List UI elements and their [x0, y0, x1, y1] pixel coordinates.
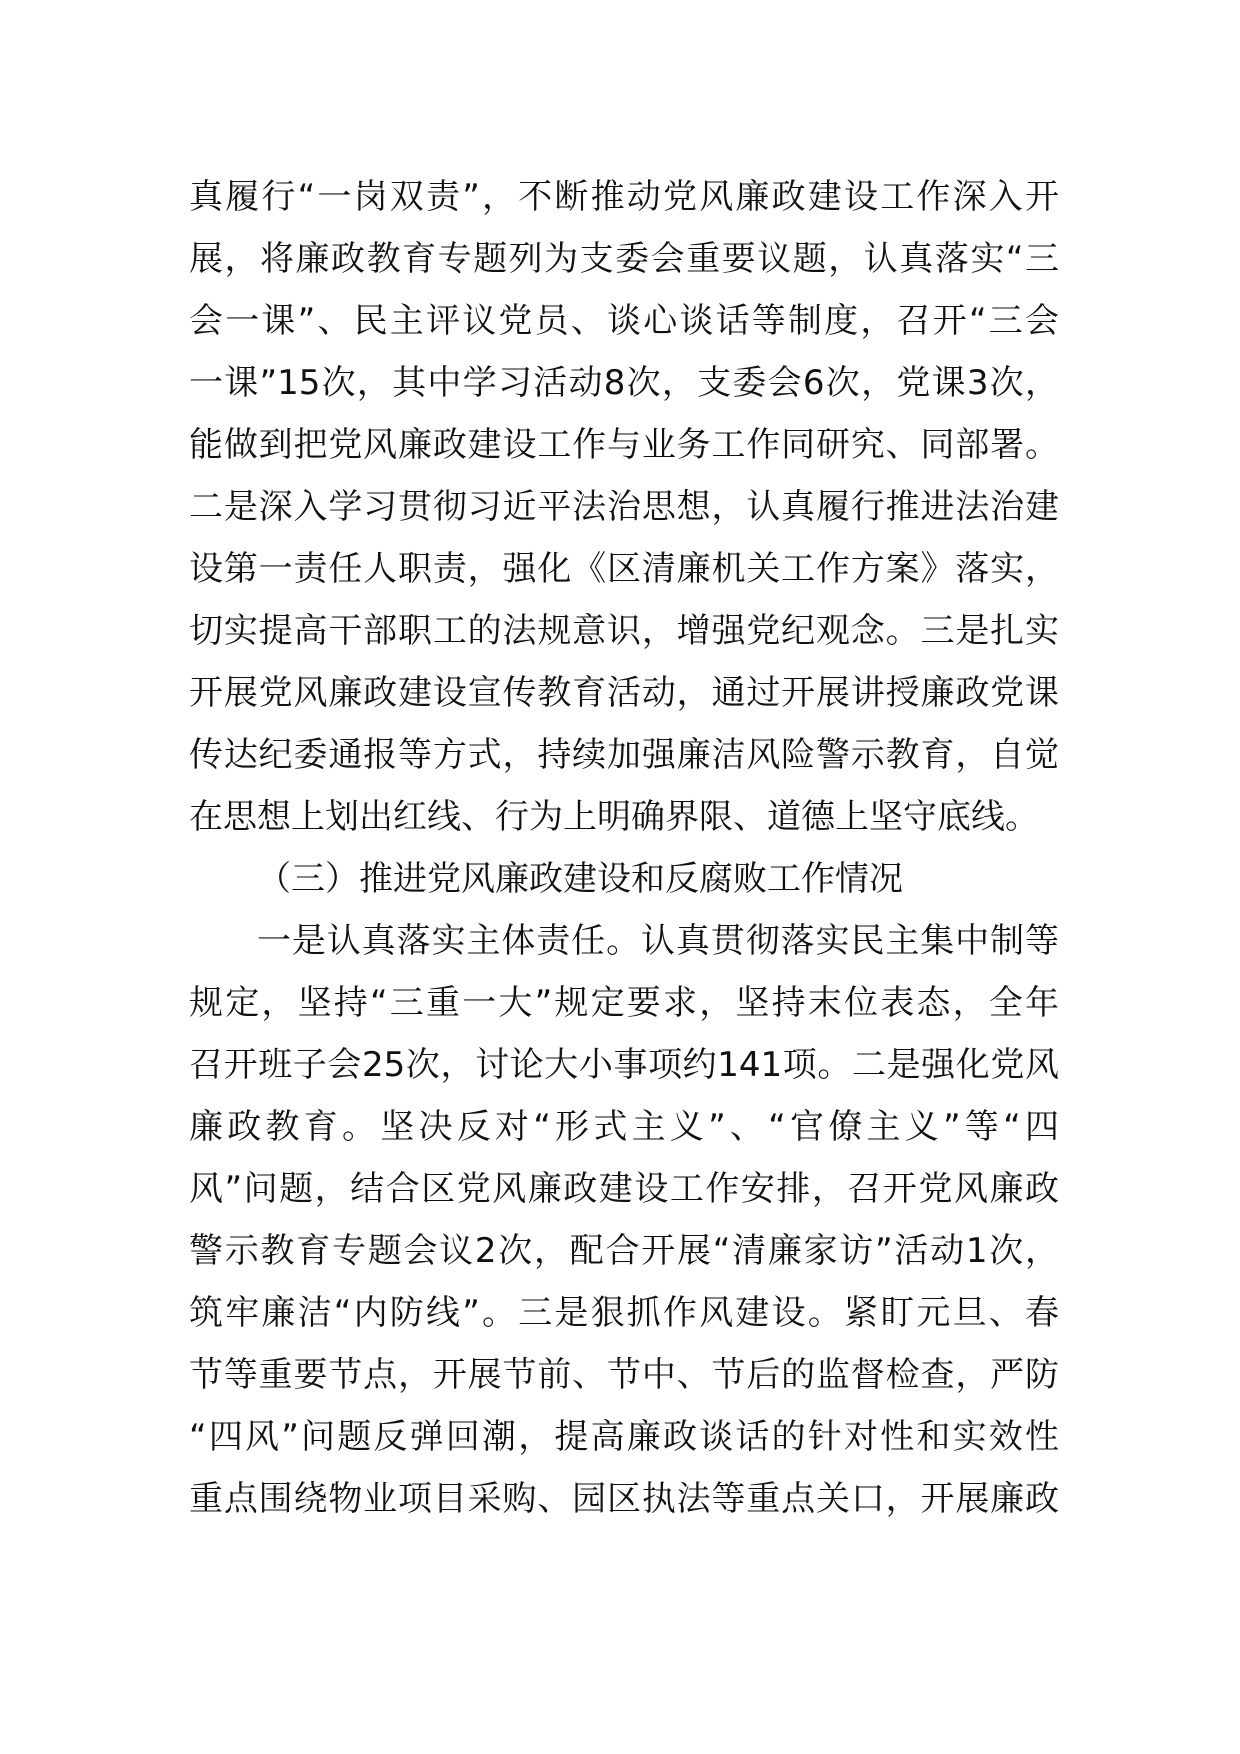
paragraph-line: 警示教育专题会议2次，配合开展“清廉家访”活动1次，	[189, 1231, 1059, 1271]
paragraph-line: 廉政教育。坚决反对“形式主义”、“官僚主义”等“四	[189, 1107, 1059, 1147]
paragraph-line: 切实提高干部职工的法规意识，增强党纪观念。三是扎实	[189, 611, 1059, 651]
paragraph-line: 开展党风廉政建设宣传教育活动，通过开展讲授廉政党课	[189, 673, 1059, 713]
paragraph-line-first: 一是认真落实主体责任。认真贯彻落实民主集中制等	[257, 921, 1059, 961]
paragraph-line: 设第一责任人职责，强化《区清廉机关工作方案》落实，	[189, 549, 1059, 589]
paragraph-line: 一课”15次，其中学习活动8次，支委会6次，党课3次，	[189, 363, 1059, 403]
paragraph-line: 规定，坚持“三重一大”规定要求，坚持末位表态，全年	[189, 983, 1059, 1023]
paragraph-line: 召开班子会25次，讨论大小事项约141项。二是强化党风	[189, 1045, 1059, 1085]
paragraph-line: 会一课”、民主评议党员、谈心谈话等制度，召开“三会	[189, 301, 1059, 341]
paragraph-line-last: 在思想上划出红线、行为上明确界限、道德上坚守底线。	[189, 797, 1039, 837]
section-heading: （三）推进党风廉政建设和反腐败工作情况	[257, 859, 903, 899]
paragraph-line: 能做到把党风廉政建设工作与业务工作同研究、同部署。	[189, 425, 1059, 465]
paragraph-line: 二是深入学习贯彻习近平法治思想，认真履行推进法治建	[189, 487, 1059, 527]
paragraph-line: 风”问题，结合区党风廉政建设工作安排，召开党风廉政	[189, 1169, 1059, 1209]
paragraph-line: 展，将廉政教育专题列为支委会重要议题，认真落实“三	[189, 239, 1059, 279]
paragraph-line: 筑牢廉洁“内防线”。三是狠抓作风建设。紧盯元旦、春	[189, 1293, 1059, 1333]
paragraph-line: “四风”问题反弹回潮，提高廉政谈话的针对性和实效性	[189, 1417, 1059, 1457]
paragraph-line: 传达纪委通报等方式，持续加强廉洁风险警示教育，自觉	[189, 735, 1059, 775]
paragraph-line: 节等重要节点，开展节前、节中、节后的监督检查，严防	[189, 1355, 1059, 1395]
paragraph-line: 真履行“一岗双责”，不断推动党风廉政建设工作深入开	[189, 177, 1059, 217]
paragraph-line: 重点围绕物业项目采购、园区执法等重点关口，开展廉政	[189, 1479, 1059, 1519]
